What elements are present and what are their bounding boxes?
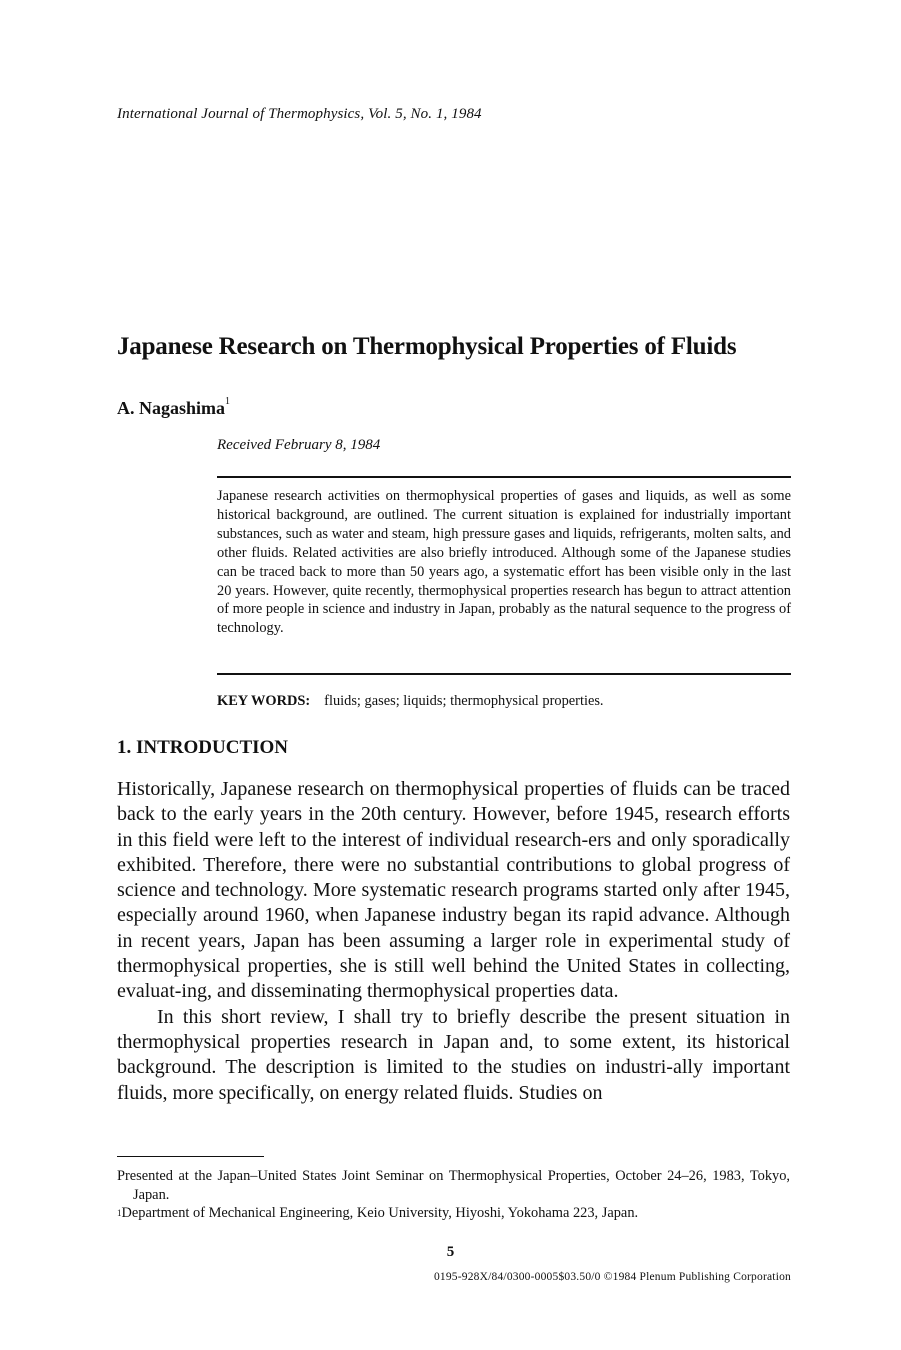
body-paragraph: In this short review, I shall try to briefly describe the present situation in thermophysical properties research in Japan and, to some extent, its historical background. The description is limited to the studies on industri-ally important fluids, more specifically, on energy related fluids. Studies on	[117, 1005, 790, 1104]
keywords-line	[217, 693, 604, 710]
keywords-label: KEY WORDS:	[217, 693, 311, 709]
abstract-bottom-rule	[217, 673, 791, 675]
article-title: Japanese Research on Thermophysical Properties of Fluids	[117, 333, 737, 360]
body-paragraph: Historically, Japanese research on thermophysical properties of fluids can be traced back to the early years in the 20th century. However, before 1945, research efforts in this field were left to the interest of individual research-ers and only sporadically exhibited. Therefore, there were no substantial contributions to global progress of science and technology. More systematic research programs started only after 1945, especially around 1960, when Japanese industry began its rapid advance. Although in recent years, Japan has been assuming a larger role in experimental study of thermophysical properties, she is still well behind the United States in collecting, evaluat-ing, and disseminating thermophysical properties data.	[117, 778, 790, 1003]
footnote-affiliation	[117, 1204, 790, 1223]
affiliation-text: Department of Mechanical Engineering, Keio University, Hiyoshi, Yokohama 223, Japan.	[121, 1205, 639, 1221]
footnote-presented: Presented at the Japan–United States Joint Seminar on Thermophysical Properties, October 24–26, 1983, Tokyo, Japan.	[117, 1168, 790, 1203]
author-line	[117, 398, 230, 419]
received-date: Received February 8, 1984	[217, 437, 381, 453]
abstract: Japanese research activities on thermophysical properties of gases and liquids, as well as some historical background, are outlined. The current situation is explained for industrially important substances, such as water and steam, high pressure gases and liquids, refrigerants, molten salts, and other fluids. Related activities are also briefly introduced. Although some of the Japanese studies can be traced back to more than 50 years ago, a systematic effort has been visible only in the last 20 years. However, quite recently, thermophysical properties research has begun to attract attention of more people in science and industry in Japan, probably as the natural sequence to the progress of technology.	[217, 488, 791, 637]
journal-citation: International Journal of Thermophysics, Vol. 5, No. 1, 1984	[117, 106, 482, 122]
author-name: A. Nagashima	[117, 398, 226, 418]
abstract-top-rule	[217, 476, 791, 478]
footnotes	[117, 1167, 790, 1223]
footnote-divider	[117, 1156, 264, 1157]
section-heading: 1. INTRODUCTION	[117, 737, 289, 758]
author-footnote-mark: 1	[225, 396, 231, 407]
affiliation-mark: 1	[117, 1208, 122, 1218]
page-number: 5	[446, 1244, 455, 1260]
copyright-line: 0195-928X/84/0300-0005$03.50/0 ©1984 Plenum Publishing Corporation	[433, 1271, 791, 1283]
keywords-list: fluids; gases; liquids; thermophysical properties.	[324, 693, 604, 709]
body-text	[117, 777, 790, 1106]
